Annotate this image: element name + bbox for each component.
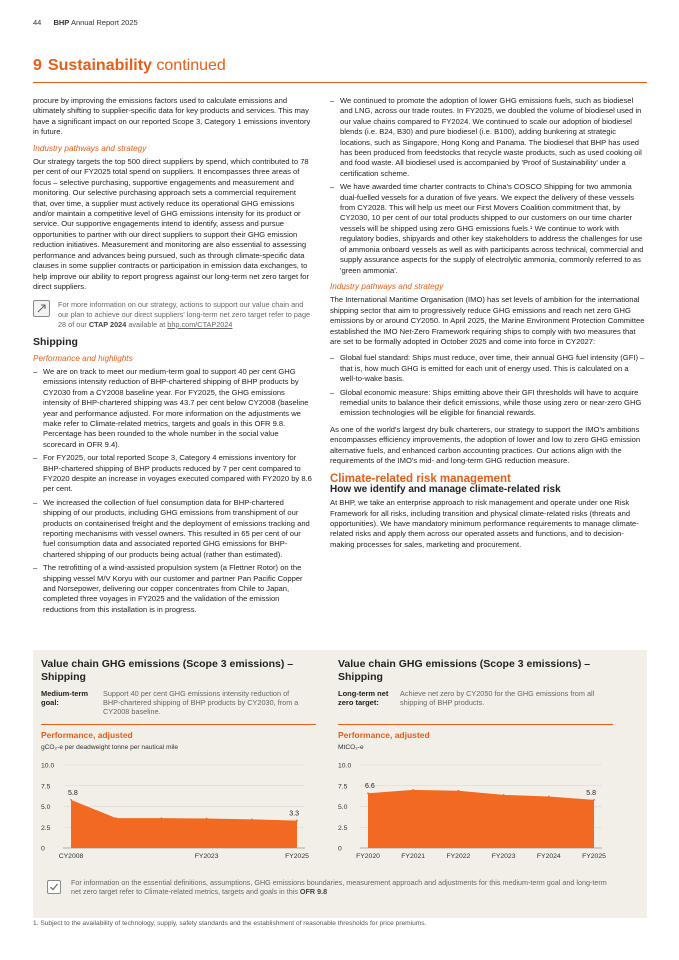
goal-label: Long-term net zero target: <box>338 689 389 707</box>
performance-heading: Performance and highlights <box>33 353 133 363</box>
left-column <box>33 96 312 621</box>
data-point <box>115 817 117 819</box>
performance-label: Performance, adjusted <box>41 730 133 740</box>
list-item: – We have awarded time charter contracts to China's COSCO Shipping for two ammonia dual-fuelled vessels for a duration of five years. We expect the delivery of these vessels from CY2028. This will help us meet our First Movers Coalition commitment that, by CY2030, 10 per cent of our total products shipped to our customers on our time charter vessels will be shipped using zero GHG emissions fuels.¹ We continue to work with regulatory bodies, shipyards and other key stakeholders to address the challenges for use of ammonia onboard vessels as well as with participants across technical, commercial and supply assurance aspects for the supply of electrolytic ammonia, commonly referred to as 'green ammonia'. <box>330 182 646 276</box>
goal-text: Achieve net zero by CY2050 for the GHG emissions from all shipping of BHP products. <box>400 689 595 707</box>
data-area <box>368 790 594 848</box>
unit-label: MtCO₂-e <box>338 744 364 751</box>
section-continued: continued <box>156 57 226 74</box>
data-label: 5.8 <box>68 789 78 797</box>
data-point <box>412 789 414 791</box>
list-item: – For FY2025, our total reported Scope 3, Category 4 emissions inventory for BHP-chartered shipping of BHP products reduced by 7 per cent compared to FY2020 despite an increase in voyages executed compared with FY2020 by 8.6 per cent. <box>33 453 312 495</box>
x-tick-label: FY2025 <box>285 853 309 860</box>
y-tick-label: 7.5 <box>41 783 51 791</box>
shipping-heading: Shipping <box>33 336 78 349</box>
imo-bullets <box>330 353 646 418</box>
data-point <box>367 792 369 794</box>
ctap-link[interactable]: bhp.com/CTAP2024 <box>167 319 233 329</box>
risk-subheading: How we identify and manage climate-related risk <box>330 483 561 495</box>
fuel-bullets <box>330 96 646 276</box>
industry-paragraph: Our strategy targets the top 500 direct suppliers by spend, which contributed to 78 per cent of our FY2025 total spend on suppliers. It encompasses three areas of focus – selective purchasing, supportive engagements and measurement and monitoring. Our selective purchasing approach sets a commercial requirement that, over time, a supplier must actively reduce its operational GHG emissions and/or maintain a competitive level of GHG emissions intensity for its product or service. Our supportive engagements intend to identify, assess and pursue opportunities to partner with our direct suppliers to support their GHG emission reduction initiatives. Measurement and monitoring are also essential to assessing performance and advances being pursued, such as through climate-specific data clauses in some supplier contracts or participation in emission data exchanges, to help improve our ability to report progress against our long-term net zero target for direct suppliers. <box>33 157 310 291</box>
list-item: – The retrofitting of a wind-assisted propulsion system (a Flettner Rotor) on the shipping vessel M/V Koryu with our customer and partner Pan Pacific Copper and Norsepower, delivering our copper concentrates from Chile to Japan, completed three voyages in FY2025 and the validation of the emission reductions from this installation is in progress. <box>33 563 312 615</box>
page-number: 44 <box>33 18 42 27</box>
industry-heading: Industry pathways and strategy <box>33 143 147 153</box>
x-tick-label: FY2023 <box>491 853 516 860</box>
list-item: – Global fuel standard: Ships must reduce, over time, their annual GHG fuel intensity (GFI) – that is, how much GHG is emitted for each unit of energy used. This is calculated on a well-to-wake basis. <box>330 353 646 384</box>
x-tick-label: FY2025 <box>582 853 606 860</box>
x-tick-label: FY2022 <box>446 853 471 860</box>
card-title: Value chain GHG emissions (Scope 3 emissions) – Shipping <box>338 658 591 683</box>
y-tick-label: 10.0 <box>338 762 352 770</box>
y-tick-label: 2.5 <box>338 824 348 832</box>
x-tick-label: FY2024 <box>536 853 561 860</box>
data-area <box>71 800 297 848</box>
charterer-paragraph: As one of the world's largest dry bulk charterers, our strategy to support the IMO's ambitions encompasses efficiency improvements, the adoption of lower and low to zero GHG emission alternative fuels, and enhanced carbon accounting practices. Our actions align with the requirements of the IMO's mid- and long-term GHG reduction measure. <box>330 424 641 465</box>
callout-text: For more information on our strategy, actions to support our value chain and our plan to achieve our direct suppliers' long-term net zero target refer to page 28 of our CTAP 2024 available at bhp.com/CTAP2024 <box>58 300 311 329</box>
risk-paragraph: At BHP, we take an enterprise approach to risk management and operate under one Risk Framework for all risks, including transition and physical climate-related risks (threats and opportunities). We have mandatory minimum performance requirements to manage climate-related risks and apply them across our operated assets and functions, and to decision-making processes for sales, marketing and procurement. <box>330 498 639 549</box>
goal-text: Support 40 per cent GHG emissions intensity reduction of BHP-chartered shipping of BHP products by CY2030, from a CY2008 baseline. <box>103 689 299 716</box>
footnote: 1. Subject to the availability of technology, supply, safety standards and the establishment of reasonable thresholds for price premiums. <box>33 920 427 927</box>
report-title: Annual Report 2025 <box>70 18 138 27</box>
risk-heading: Climate-related risk management <box>330 473 511 486</box>
list-item: – We continued to promote the adoption of lower GHG emissions fuels, such as biodiesel and LNG, across our trade routes. In FY2025, we doubled the volume of biodiesel used in our value chains compared to FY2024. We continued to scale our adoption of biodiesel blends (i.e. B24, B30) and pure biodiesel (i.e. B100), adding bunkering at strategic locations, such as Singapore, Hong Kong and Panama. The biodiesel that BHP has used has been produced from feedstocks that recycle waste products, such as used cooking oil and food waste. All biodiesel used is accompanied by 'Proof of Sustainability' under a certification scheme. <box>330 96 646 179</box>
data-point <box>593 799 595 801</box>
y-tick-label: 10.0 <box>41 762 55 770</box>
industry-heading-right: Industry pathways and strategy <box>330 281 444 291</box>
y-tick-label: 5.0 <box>338 804 348 811</box>
data-point <box>251 818 253 820</box>
right-column <box>330 96 646 556</box>
note-text: For information on the essential definitions, assumptions, GHG emissions boundaries, measurement approach and adjustments for this medium-term goal and long-term net zero target refer to Climate-related metrics, targets and goals in this OFR 9.8 <box>71 878 607 897</box>
external-link-icon <box>33 300 50 317</box>
data-point <box>296 820 298 822</box>
y-tick-label: 7.5 <box>338 783 348 791</box>
performance-label: Performance, adjusted <box>338 730 430 740</box>
y-tick-label: 5.0 <box>41 804 51 811</box>
section-divider <box>33 82 647 83</box>
intro-paragraph: procure by improving the emissions factors used to calculate emissions and ultimately shifting to supplier-specific data for key products and services. This may have a significant impact on our reported Scope 3, Category 1 emissions inventory in future. <box>33 96 311 137</box>
list-item: – We increased the collection of fuel consumption data for BHP-chartered shipping of our products, including GHG emissions from transhipment of our products on containerised freight and the deployment of emissions tracking and reporting mechanisms with vessel owners. This resulted in 65 per cent of our fuel consumption data and associated reported GHG emissions for BHP-chartered shipping of our products being actual (rather than estimated). <box>33 498 312 560</box>
list-item: – Global economic measure: Ships emitting above their GFI thresholds will have to acquire remedial units to balance their deficit emissions, while those using zero or near-zero GHG emission technologies will be eligible for financial rewards. <box>330 388 646 419</box>
section-number: 9 <box>33 57 42 74</box>
shipping-bullets <box>33 367 312 615</box>
data-label: 6.6 <box>365 783 375 791</box>
data-label: 5.8 <box>586 789 596 797</box>
x-tick-label: CY2008 <box>58 853 84 860</box>
imo-paragraph: The International Maritime Organisation (IMO) has set levels of ambition for the international shipping sector that aim to progressively reduce GHG emissions and reach net zero GHG emissions by or around CY2050. In April 2025, the Marine Environment Protection Committee established the IMO Net-Zero Framework requiring ships to comply with two measures that are set to be formally adopted in October 2025 and come into force in CY2027: <box>330 295 645 346</box>
card-title: Value chain GHG emissions (Scope 3 emissions) – Shipping <box>41 658 294 683</box>
x-tick-label: FY2020 <box>356 853 380 860</box>
x-tick-label: FY2023 <box>194 853 219 860</box>
data-point <box>206 818 208 820</box>
definitions-note <box>47 878 617 897</box>
data-point <box>458 790 460 792</box>
section-title <box>33 57 226 75</box>
list-item: – We are on track to meet our medium-term goal to support 40 per cent GHG emissions intensity reduction of BHP-chartered shipping of BHP products by CY2030 from a CY2008 baseline year. For FY2025, the GHG emissions intensity of BHP-chartered shipping was 43.7 per cent below CY2008 (baseline year and performance adjusted. For more information on the adjustments we make refer to Climate-related metrics, targets and goals in this OFR 9.8. Percentage has been rounded to the whole number in the social value scorecard in OFR 9.4). <box>33 367 312 450</box>
y-tick-label: 0 <box>41 845 45 853</box>
y-tick-label: 0 <box>338 845 342 853</box>
unit-label: gCO₂-e per deadweight tonne per nautical mile <box>41 744 179 751</box>
data-label: 3.3 <box>289 810 299 818</box>
section-name: Sustainability <box>47 57 152 74</box>
data-point <box>161 817 163 819</box>
data-point <box>70 799 72 801</box>
x-tick-label: FY2021 <box>401 853 426 860</box>
page-header <box>33 18 138 27</box>
goal-label: Medium-term goal: <box>41 689 89 707</box>
data-point <box>548 796 550 798</box>
report-brand: BHP <box>53 18 70 27</box>
data-point <box>503 794 505 796</box>
strategy-callout <box>33 300 312 329</box>
y-tick-label: 2.5 <box>41 824 51 832</box>
checklist-icon <box>47 880 61 894</box>
